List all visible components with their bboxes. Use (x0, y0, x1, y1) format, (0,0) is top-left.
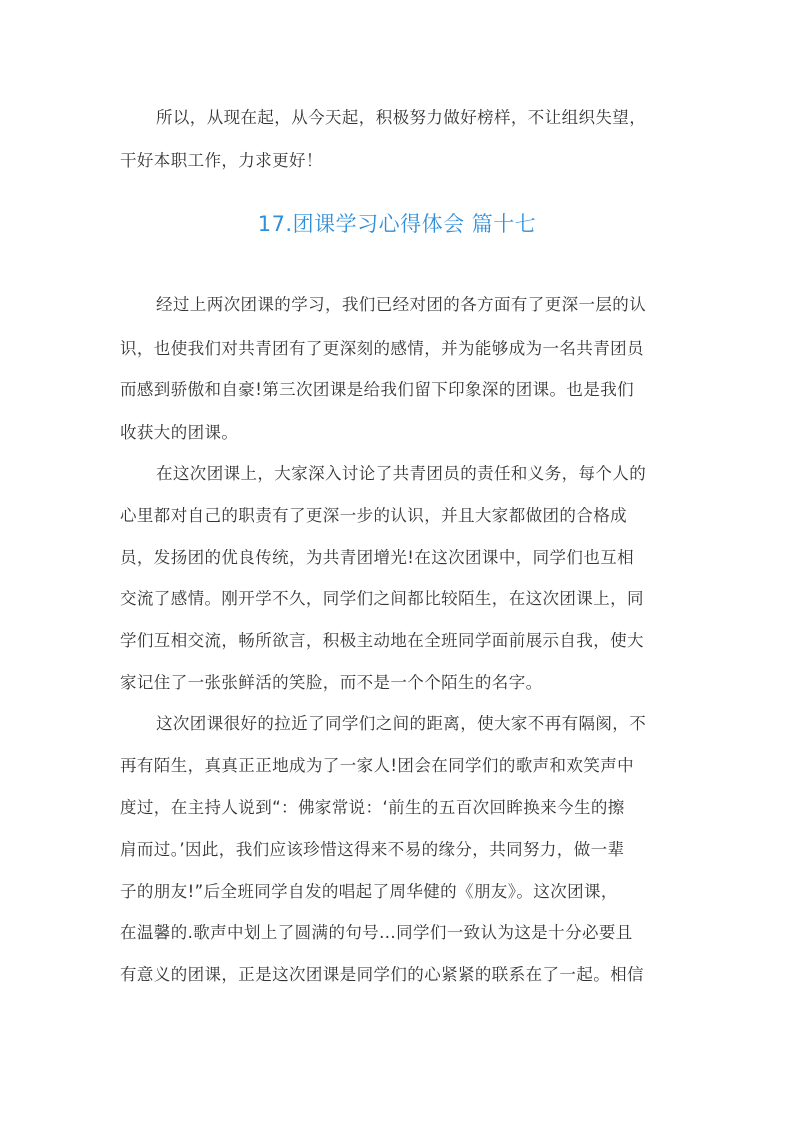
paragraph-2-line-4: 交流了感情。刚开学不久，同学们之间都比较陌生，在这次团课上，同 (120, 589, 644, 608)
paragraph-2-line-6: 家记住了一张张鲜活的笑脸，而不是一个个陌生的名字。 (120, 673, 543, 692)
paragraph-2-line-2: 心里都对自己的职责有了更深一步的认识，并且大家都做团的合格成 (120, 506, 627, 525)
paragraph-3-line-5: 子的朋友!”后全班同学自发的唱起了周华健的《朋友》。这次团课， (120, 882, 618, 901)
paragraph-3-line-1: 这次团课很好的拉近了同学们之间的距离，使大家不再有隔阂，不 (156, 714, 647, 733)
paragraph-1-line-3: 而感到骄傲和自豪!第三次团课是给我们留下印象深的团课。也是我们 (120, 380, 635, 399)
paragraph-1-line-4: 收获大的团课。 (120, 423, 239, 442)
paragraph-3-line-7: 有意义的团课，正是这次团课是同学们的心紧紧的联系在了一起。相信 (120, 965, 644, 984)
paragraph-1-line-2: 识，也使我们对共青团有了更深刻的感情，并为能够成为一名共青团员 (120, 339, 644, 358)
paragraph-1-line-1: 经过上两次团课的学习，我们已经对团的各方面有了更深一层的认 (156, 295, 647, 314)
paragraph-3-line-6: 在温馨的.歌声中划上了圆满的句号...同学们一致认为这是十分必要且 (120, 923, 633, 942)
paragraph-2-line-1: 在这次团课上，大家深入讨论了共青团员的责任和义务，每个人的 (156, 464, 647, 483)
paragraph-2-line-3: 员，发扬团的优良传统，为共青团增光!在这次团课中，同学们也互相 (120, 548, 635, 567)
paragraph-3-line-2: 再有陌生，真真正正地成为了一家人!团会在同学们的歌声和欢笑声中 (120, 756, 635, 775)
section-title: 17.团课学习心得体会 篇十七 (257, 212, 537, 236)
paragraph-3-line-4: 肩而过。’因此，我们应该珍惜这得来不易的缘分，共同努力，做一辈 (120, 840, 625, 859)
intro-line-2: 干好本职工作，力求更好！ (120, 151, 323, 170)
paragraph-3-line-3: 度过，在主持人说到“：佛家常说：‘前生的五百次回眸换来今生的擦 (120, 798, 625, 817)
intro-line-1: 所以，从现在起，从今天起，积极努力做好榜样，不让组织失望， (156, 108, 647, 127)
paragraph-2-line-5: 学们互相交流，畅所欲言，积极主动地在全班同学面前展示自我，使大 (120, 631, 644, 650)
